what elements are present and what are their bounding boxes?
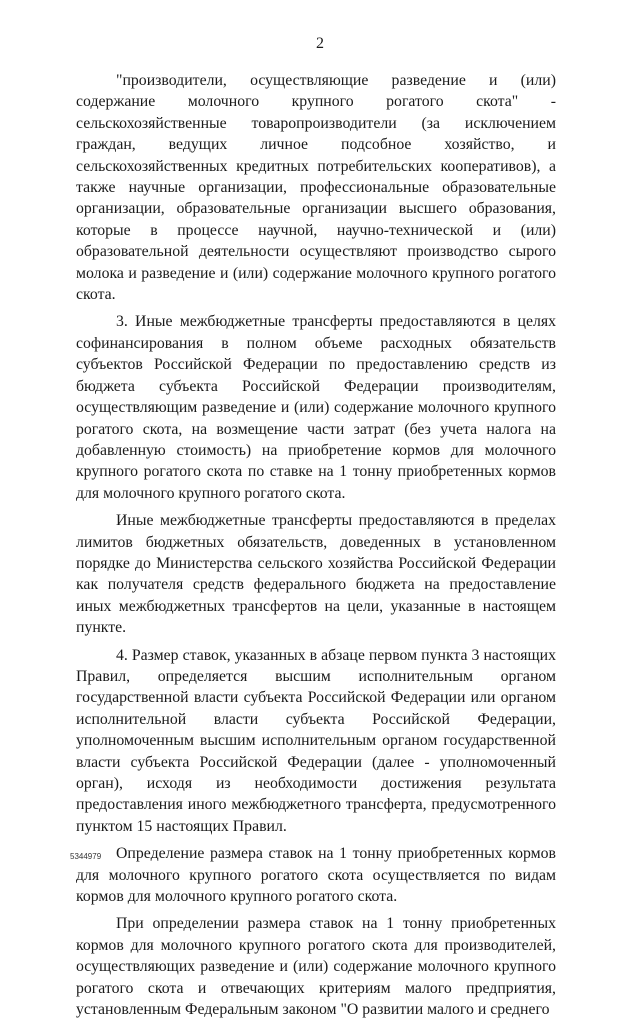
paragraph-item-4: 4. Размер ставок, указанных в абзаце первом пункта 3 настоящих Правил, определяется высшим исполнительным органом государственной власти субъекта Российской Федерации или органом исполнительной власти субъекта Российской Федерации, уполномоченным высшим исполнительным органом государственной власти субъекта Российской Федерации (далее - уполномоченный орган), исходя из необходимости достижения результата предоставления иного межбюджетного трансферта, предусмотренного пунктом 15 настоящих Правил.: [76, 646, 556, 835]
page-number: 2: [316, 35, 324, 52]
paragraph-item-4-rates-by-feed: Определение размера ставок на 1 тонну приобретенных кормов для молочного крупного рогатого скота осуществляется по видам кормов для молочного крупного рогатого скота.: [76, 845, 556, 906]
paragraph-item-3-limits: Иные межбюджетные трансферты предоставляются в пределах лимитов бюджетных обязательств, доведенных в установленном порядке до Министерства сельского хозяйства Российской Федерации как получателя средств федерального бюджета на предоставление иных межбюджетных трансфертов на цели, указанные в настоящем пункте.: [76, 512, 556, 637]
document-body: [76, 70, 556, 1026]
paragraph-item-3: 3. Иные межбюджетные трансферты предоставляются в целях софинансирования в полном объеме расходных обязательств субъектов Российской Федерации по предоставлению средств из бюджета субъекта Российской Федерации производителям, осуществляющим разведение и (или) содержание молочного крупного рогатого скота, на возмещение части затрат (без учета налога на добавленную стоимость) на приобретение кормов для молочного крупного рогатого скота по ставке на 1 тонну приобретенных кормов для молочного крупного рогатого скота.: [76, 313, 556, 502]
paragraph-item-4-small-enterprises: При определении размера ставок на 1 тонну приобретенных кормов для молочного крупного рогатого скота для производителей, осуществляющих разведение и (или) содержание молочного крупного рогатого скота и отвечающих критериям малого предприятия, установленным Федеральным законом "О развитии малого и среднего: [76, 915, 556, 1019]
document-code: 5344979: [70, 852, 102, 861]
paragraph-definition-continued: "производители, осуществляющие разведение и (или) содержание молочного крупного рогатого скота" - сельскохозяйственные товаропроизводители (за исключением граждан, ведущих личное подсобное хозяйство, и сельскохозяйственных кредитных потребительских кооперативов), а также научные организации, профессиональные образовательные организации, образовательные организации высшего образования, которые в процессе научной, научно-технической и (или) образовательной деятельности осуществляют производство сырого молока и разведение и (или) содержание молочного крупного рогатого скота.: [76, 72, 556, 304]
